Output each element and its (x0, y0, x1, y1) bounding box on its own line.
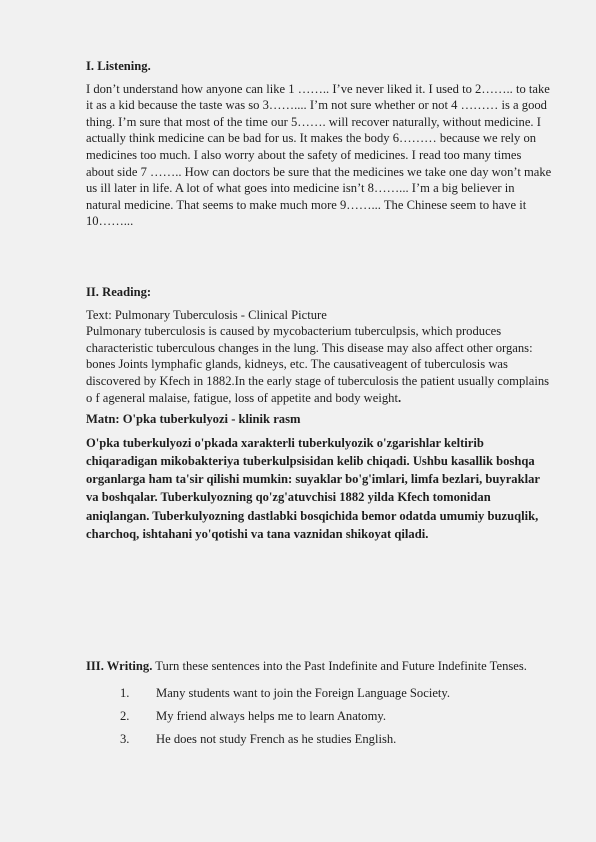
listening-section (86, 58, 552, 230)
writing-task-item (86, 731, 552, 754)
task-number: 2. (120, 708, 130, 723)
writing-task-list (86, 685, 552, 754)
writing-section (86, 658, 552, 754)
writing-title: III. Writing. (86, 659, 153, 673)
writing-instruction (86, 658, 552, 675)
task-text: Many students want to join the Foreign Language Society. (156, 685, 451, 700)
listening-title: I. Listening. (86, 59, 151, 73)
writing-task-item (86, 685, 552, 708)
reading-title: II. Reading: (86, 285, 152, 299)
reading-uz-title: Matn: O'pka tuberkulyozi - klinik rasm (86, 412, 301, 427)
task-number: 1. (120, 685, 130, 700)
reading-section (86, 284, 552, 543)
writing-task-item (86, 708, 552, 731)
reading-text-title: Text: Pulmonary Tuberculosis - Clinical Picture (86, 307, 327, 322)
reading-uz-text: O'pka tuberkulyozi o'pkada xarakterli tuberkulyozik o'zgarishlar keltirib chiqaradigan mikobakteriya tuberkulpsisidan kelib chiqadi. Ushbu kasallik boshqa organlarga ham ta'sir qilishi mumkin: suyaklar bo'g'imlari, limfa bezlari, buyraklar va boshqalar. Tuberkulyozning qo'zg'atuvchisi 1882 yilda Kfech tomonidan aniqlangan. Tuberkulyozning dastlabki bosqichida bemor odatda umumiy buzuqlik, charchoq, ishtahani yo'qotishi va tana vaznidan shikoyat qiladi. (86, 435, 540, 541)
task-number: 3. (120, 731, 130, 746)
reading-text-end: . (397, 390, 402, 405)
task-text: He does not study French as he studies English. (156, 731, 397, 746)
task-text: My friend always helps me to learn Anatomy. (156, 708, 387, 723)
writing-instruction-text: Turn these sentences into the Past Indefinite and Future Indefinite Tenses. (152, 659, 527, 673)
reading-text-body: Pulmonary tuberculosis is caused by mycobacterium tuberculpsis, which produces characteristic tuberculous changes in the lung. This disease may also affect other organs: bones Joints lymphafic glands, kidneys, etc. The causativeagent of tuberculosis was discovered by Kfech in 1882.In the early stage of tuberculosis the patient usually complains o f ageneral malaise, fatigue, loss of appetite and body weight (86, 324, 550, 405)
listening-text: I don’t understand how anyone can like 1 …….. I’ve never liked it. I used to 2…….. to take it as a kid because the taste was so 3…….... I’m not sure whether or not 4 ……… is a good thing. I’m sure that most of the time our 5……. will recover naturally, without medicine. I actually think medicine can be bad for us. It makes the body 6……… because we rely on medicines too much. I also worry about the safety of medicines. I read too many times about side 7 …….. How can doctors be sure that the medicines we take one day won’t make us ill later in life. A lot of what goes into medicine isn’t 8……... I’m a big believer in natural medicine. That seems to make much more 9……... The Chinese seem to have it 10……... (86, 81, 552, 229)
reading-text (86, 323, 552, 406)
